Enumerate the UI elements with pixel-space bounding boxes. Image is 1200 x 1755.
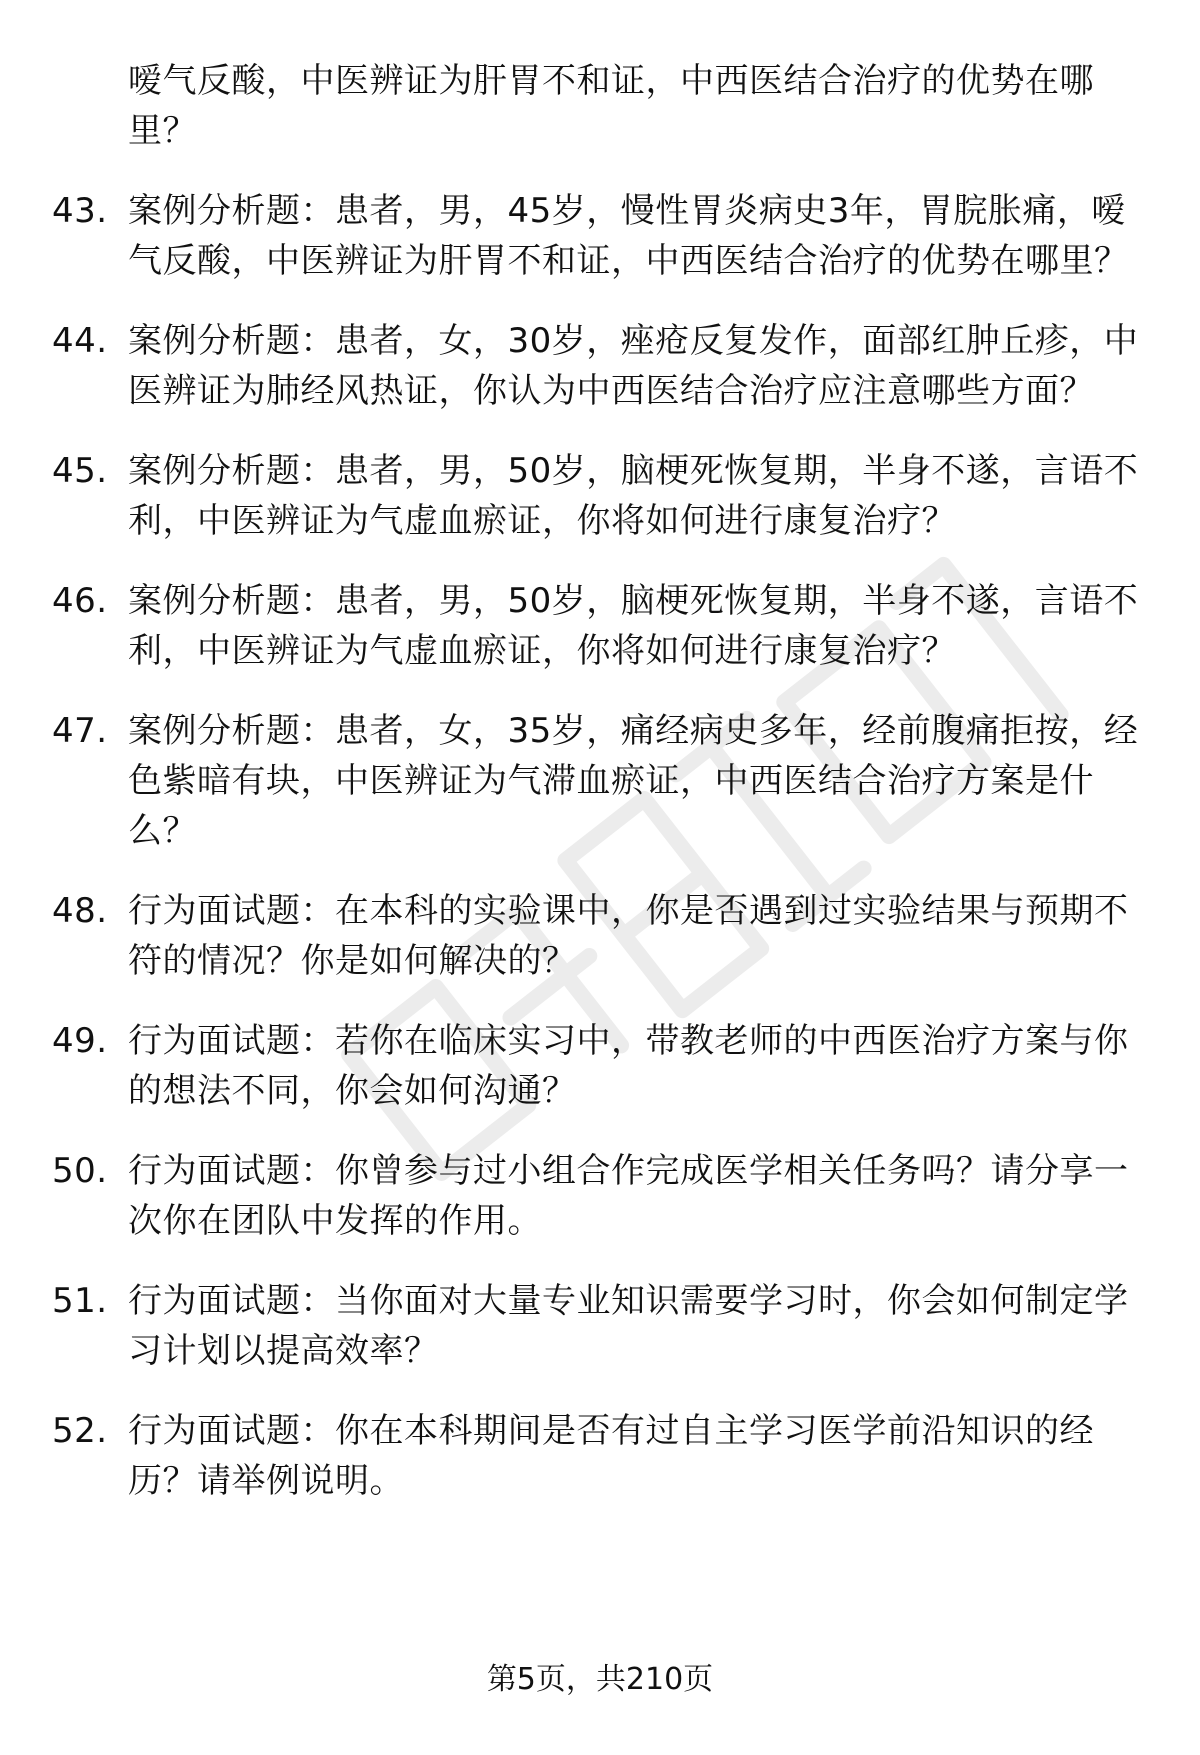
item-text: 案例分析题：患者，女，35岁，痛经病史多年，经前腹痛拒按，经色紫暗有块，中医辨证为气滞血瘀证，中西医结合治疗方案是什么？ [128,711,1139,851]
item-number: 47. [52,711,108,751]
item-text: 行为面试题：若你在临床实习中，带教老师的中西医治疗方案与你的想法不同，你会如何沟通？ [128,1021,1129,1111]
item-text: 嗳气反酸，中医辨证为肝胃不和证，中西医结合治疗的优势在哪里？ [128,61,1094,151]
item-number: 46. [52,581,108,621]
page-footer: 第5页，共210页 [486,1662,714,1697]
list-item [52,316,1152,416]
list-item [52,1146,1152,1246]
item-number: 45. [52,451,108,491]
item-number: 43. [52,191,108,231]
item-text: 案例分析题：患者，男，50岁，脑梗死恢复期，半身不遂，言语不利，中医辨证为气虚血瘀证，你将如何进行康复治疗？ [128,451,1139,541]
list-item [52,56,1152,156]
item-text: 行为面试题：你曾参与过小组合作完成医学相关任务吗？请分享一次你在团队中发挥的作用。 [128,1151,1129,1241]
item-text: 案例分析题：患者，女，30岁，痤疮反复发作，面部红肿丘疹，中医辨证为肺经风热证，你认为中西医结合治疗应注意哪些方面？ [128,321,1139,411]
item-number: 44. [52,321,108,361]
item-number: 50. [52,1151,108,1191]
list-item [52,446,1152,546]
item-text: 案例分析题：患者，男，50岁，脑梗死恢复期，半身不遂，言语不利，中医辨证为气虚血瘀证，你将如何进行康复治疗？ [128,581,1139,671]
list-item [52,706,1152,856]
item-text: 案例分析题：患者，男，45岁，慢性胃炎病史3年，胃脘胀痛，嗳气反酸，中医辨证为肝胃不和证，中西医结合治疗的优势在哪里？ [128,191,1129,281]
item-number: 52. [52,1411,108,1451]
item-text: 行为面试题：当你面对大量专业知识需要学习时，你会如何制定学习计划以提高效率？ [128,1281,1129,1371]
item-number: 51. [52,1281,108,1321]
question-list [52,56,1152,1536]
list-item [52,186,1152,286]
list-item [52,576,1152,676]
list-item [52,886,1152,986]
list-item [52,1016,1152,1116]
list-item [52,1406,1152,1506]
item-number: 49. [52,1021,108,1061]
item-text: 行为面试题：在本科的实验课中，你是否遇到过实验结果与预期不符的情况？你是如何解决的？ [128,891,1129,981]
item-text: 行为面试题：你在本科期间是否有过自主学习医学前沿知识的经历？请举例说明。 [128,1411,1094,1501]
item-number: 48. [52,891,108,931]
list-item [52,1276,1152,1376]
